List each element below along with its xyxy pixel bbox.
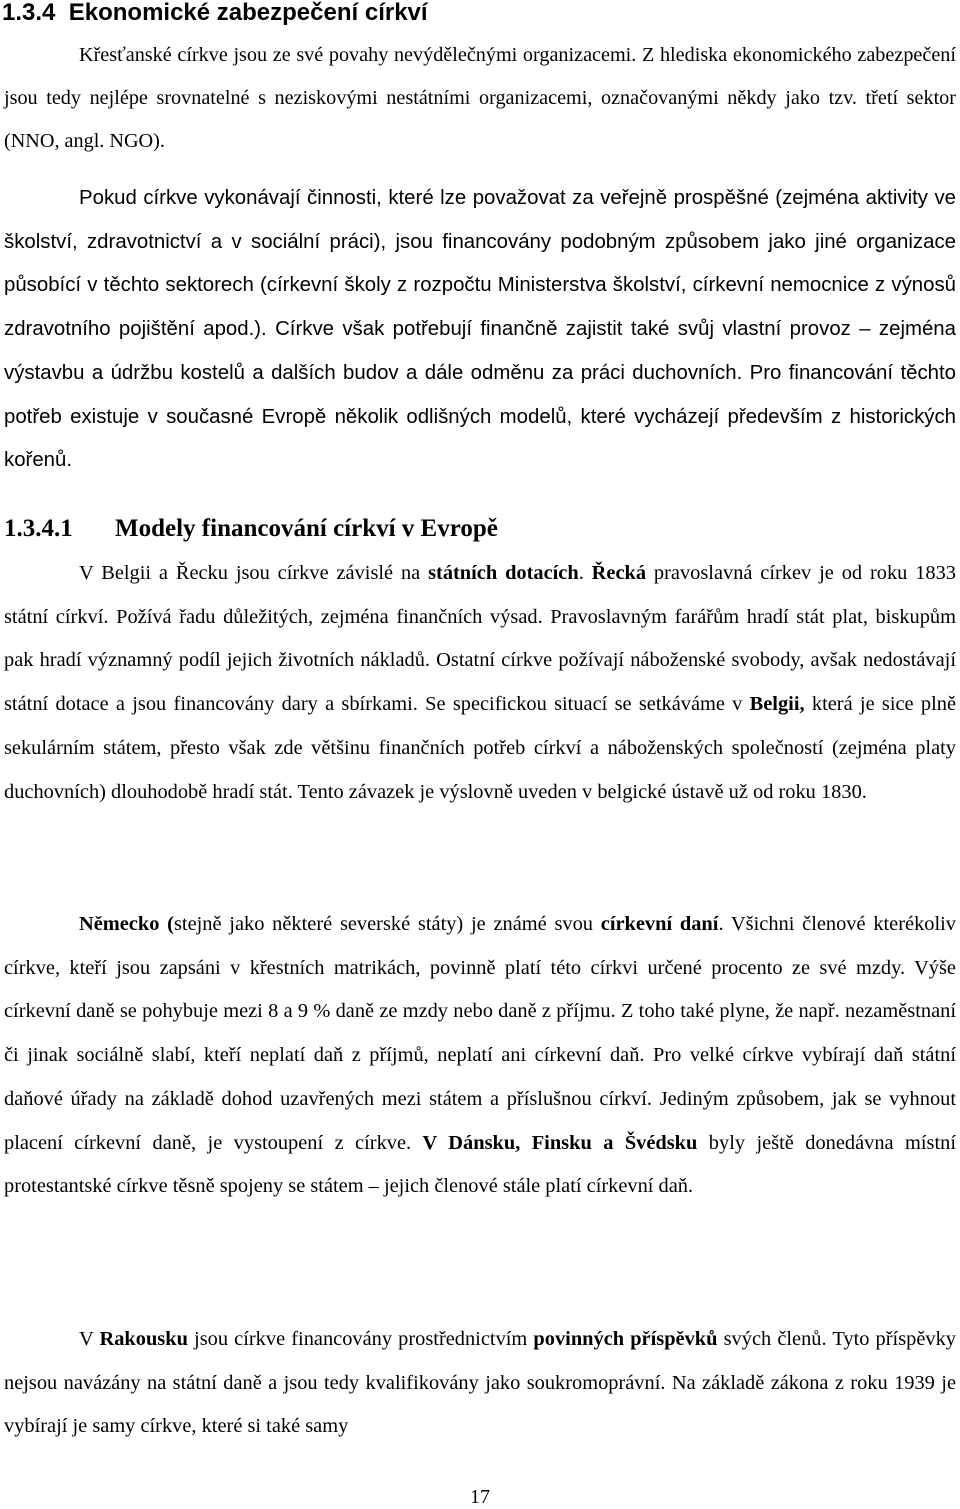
- text-run: stejně jako některé severské státy) je známé svou: [173, 913, 601, 935]
- text-run: svých členů. Tyto příspěvky nejsou navázány na státní daně a jsou tedy kvalifikovány jako soukromoprávní. Na základě zákona z roku 1939 je vybírají je samy církve, které si také samy: [4, 1328, 956, 1438]
- text-run: . Všichni členové kterékoliv církve, kteří jsou zapsáni v křestních matrikách, povinně platí této církvi určené procento ze své mzdy. Výše církevní daně se pohybuje mezi 8 a 9 % daně ze mzdy nebo daně z příjmu. Z toho také plyne, že např. nezaměstnaní či jinak sociálně slabí, kteří neplatí daň z příjmů, neplatí ani církevní daň. Pro velké církve vybírají daň státní daňové úřady na základě dohod uzavřených mezi státem a příslušnou církví. Jediným způsobem, jak se vyhnout placení církevní daně, je vystoupení z církve.: [4, 913, 956, 1154]
- bold-austria: Rakousku: [99, 1328, 188, 1350]
- subsection-title: Modely financování církví v Evropě: [115, 515, 498, 542]
- paragraph-intro: [4, 34, 956, 163]
- paragraph-germany: [4, 903, 956, 1209]
- section-number: 1.3.4: [2, 0, 56, 26]
- bold-greek: Řecká: [591, 562, 647, 584]
- paragraph-public-benefit-text: Pokud církve vykonávají činnosti, které lze považovat za veřejně prospěšné (zejména aktivity ve školství, zdravotnictví a v sociální práci), jsou financovány podobným způsobem jako jiné organizace působící v těchto sektorech (církevní školy z rozpočtu Ministerstva školství, církevní nemocnice z výnosů zdravotního pojištění apod.). Církve však potřebují finančně zajistit také svůj vlastní provoz – zejména výstavbu a údržbu kostelů a dalších budov a dále odměnu za práci duchovních. Pro financování těchto potřeb existuje v současné Evropě několik odlišných modelů, které vycházejí především z historických kořenů.: [4, 187, 956, 472]
- text-run: která je sice plně sekulárním státem, přesto však zde většinu finančních potřeb církví a náboženských společností (zejména platy duchovních) dlouhodobě hradí stát. Tento závazek je výslovně uveden v belgické ústavě už od roku 1830.: [4, 693, 956, 803]
- bold-church-tax: církevní daní: [600, 913, 719, 935]
- subsection-heading: [4, 512, 498, 546]
- bold-nordic-countries: V Dánsku, Finsku a Švédsku: [422, 1131, 698, 1154]
- bold-belgium: Belgii,: [749, 693, 805, 716]
- page-number: 17: [470, 1486, 490, 1508]
- text-run: V Belgii a Řecku jsou církve závislé na: [79, 562, 429, 584]
- text-run: V: [79, 1328, 100, 1350]
- section-heading: [2, 0, 428, 28]
- paragraph-belgium-greece: [4, 552, 956, 814]
- bold-mandatory-contributions: povinných příspěvků: [533, 1328, 718, 1350]
- paragraph-austria: [4, 1318, 956, 1449]
- section-title: Ekonomické zabezpečení církví: [68, 0, 428, 26]
- text-run: byly ještě donedávna místní protestantské církve těsně spojeny se státem – jejich členové stále platí církevní daň.: [4, 1131, 956, 1198]
- paragraph-intro-text: Křesťanské církve jsou ze své povahy nevýdělečnými organizacemi. Z hlediska ekonomického zabezpečení jsou tedy nejlépe srovnatelné s neziskovými nestátními organizacemi, označovanými někdy jako tzv. třetí sektor (NNO, angl. NGO).: [4, 44, 956, 152]
- bold-germany: Německo (: [79, 913, 174, 935]
- subsection-number: 1.3.4.1: [4, 515, 73, 542]
- text-run: jsou církve financovány prostřednictvím: [187, 1328, 534, 1350]
- bold-state-subsidies: státních dotacích: [428, 562, 579, 584]
- text-run: .: [578, 562, 592, 584]
- text-run: pravoslavná církev je od roku 1833 státní církví. Požívá řadu důležitých, zejména finančních výsad. Pravoslavným farářům hradí stát plat, biskupům pak hradí významný podíl jejich životních nákladů. Ostatní církve požívají náboženské svobody, avšak nedostávají státní dotace a jsou financovány dary a sbírkami. Se specifickou situací se setkáváme v: [4, 562, 956, 716]
- paragraph-public-benefit: [4, 177, 956, 483]
